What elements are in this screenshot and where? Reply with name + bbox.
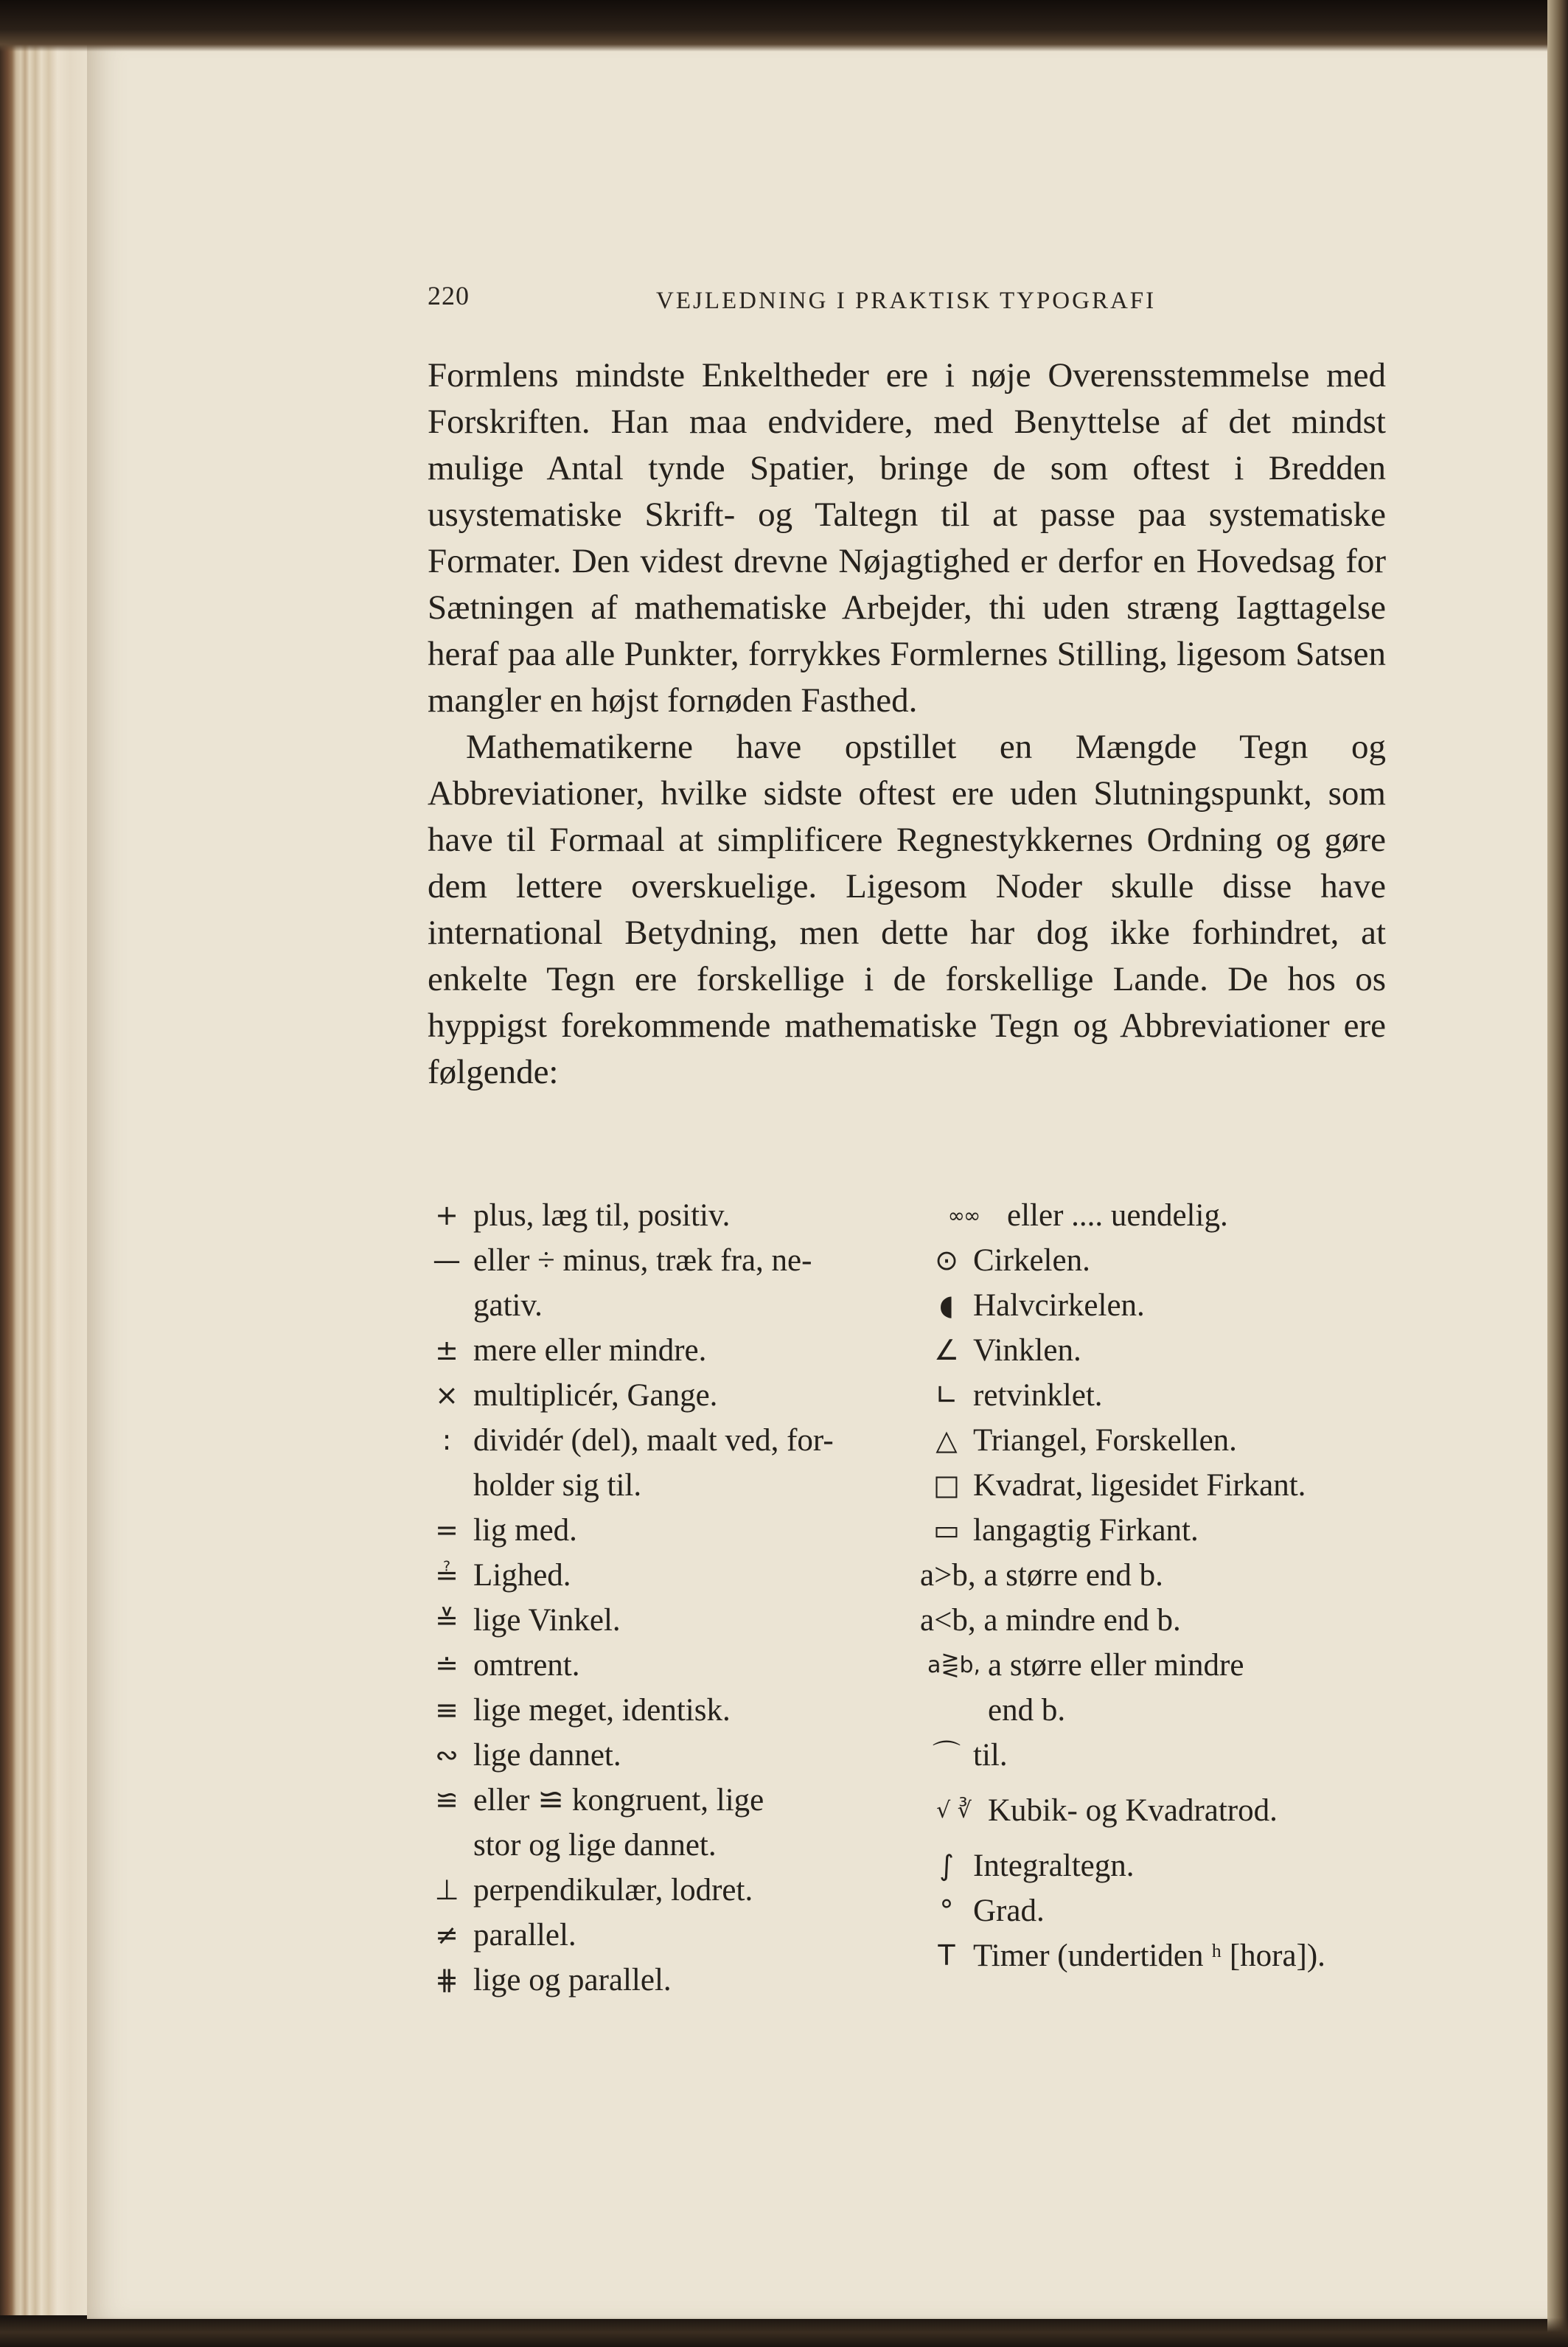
symbol-entry — [920, 1888, 1421, 1933]
symbol-description: lige dannet. — [473, 1738, 621, 1773]
right-angle-icon: ∟ — [935, 1379, 958, 1411]
congruent-sign-icon: ≌ — [435, 1784, 459, 1816]
symbol-description: Vinklen. — [973, 1333, 1081, 1368]
symbol-entry — [420, 1598, 892, 1643]
infinity-sign-icon: ∞∞ — [947, 1203, 980, 1228]
half-circle-icon: ◖ — [938, 1289, 955, 1321]
hours-sign-icon: T — [938, 1939, 955, 1972]
symbol-description: Cirkelen. — [973, 1243, 1090, 1278]
integral-sign-icon: ∫ — [939, 1849, 954, 1882]
symbol-description: lige Vinkel. — [473, 1603, 621, 1638]
greater-or-less-sign-icon: a⋛b, — [927, 1652, 981, 1678]
symbol-description: Triangel, Forskellen. — [973, 1423, 1237, 1458]
symbol-entry — [420, 1778, 892, 1868]
symbol-entry — [420, 1238, 892, 1328]
plus-minus-sign-icon: ± — [435, 1334, 459, 1366]
body-text — [428, 352, 1386, 1096]
symbol-entry — [920, 1283, 1421, 1328]
triangle-icon: △ — [935, 1424, 958, 1456]
symbol-description: retvinklet. — [973, 1378, 1103, 1413]
arc-to-icon: ⌒ — [932, 1739, 961, 1771]
symbol-entry — [420, 1193, 892, 1238]
symbol-entry — [920, 1193, 1421, 1238]
angle-icon: ∠ — [933, 1334, 960, 1366]
symbol-description: lig med. — [473, 1513, 577, 1548]
identical-sign-icon: ≡ — [435, 1694, 459, 1726]
symbol-description: Kubik- og Kvadratrod. — [988, 1793, 1278, 1828]
symbol-entry — [420, 1418, 892, 1508]
symbol-entry — [920, 1643, 1421, 1733]
equals-sign-icon: = — [435, 1514, 459, 1546]
bottom-shadow — [0, 2318, 1568, 2347]
symbol-entry — [920, 1733, 1421, 1778]
symbol-description: Timer (undertiden ʰ [hora]). — [973, 1939, 1325, 1973]
symbol-description: eller ≌ kongruent, lige — [473, 1783, 764, 1818]
symbol-entry — [420, 1868, 892, 1913]
right-edge — [1547, 0, 1568, 2347]
symbol-description-continued: end b. — [988, 1693, 1066, 1728]
circle-icon: ⊙ — [935, 1244, 958, 1276]
similar-sign-icon: ∾ — [435, 1739, 459, 1771]
symbol-description: lige meget, identisk. — [473, 1693, 731, 1728]
paragraph: Mathematikerne have opstillet en Mængde Tegn og Abbreviationer, hvilke sidste oftest ere uden Slutningspunkt, som have til Formaal at simplificere Regnestykkernes Ordning og gøre dem lettere overskuelige. Ligesom Noder skulle disse have international Betydning, men dette har dog ikke forhindret, at enkelte Tegn ere forskellige i de forskellige Lande. De hos os hyppigst forekommende mathematiske Tegn og Abbreviationer ere følgende: — [428, 728, 1386, 1091]
symbol-description: Lighed. — [473, 1558, 571, 1593]
symbol-description: lige og parallel. — [473, 1963, 672, 1997]
symbol-description: a>b, a større end b. — [920, 1558, 1163, 1593]
minus-sign-icon: — — [433, 1244, 461, 1276]
symbol-description: parallel. — [473, 1918, 576, 1953]
symbol-description: langagtig Firkant. — [973, 1513, 1199, 1548]
symbol-description: a<b, a mindre end b. — [920, 1603, 1181, 1638]
plus-sign-icon: + — [435, 1199, 459, 1231]
approx-sign-icon: ≐ — [435, 1649, 459, 1681]
symbol-list-left — [420, 1193, 892, 2003]
symbol-description: Integraltegn. — [973, 1849, 1135, 1883]
perpendicular-sign-icon: ⊥ — [434, 1874, 459, 1906]
running-title: VEJLEDNING I PRAKTISK TYPOGRAFI — [656, 288, 1157, 314]
symbol-entry — [420, 1373, 892, 1418]
symbol-entry — [920, 1933, 1421, 1978]
equality-sign-icon: ≟ — [435, 1559, 459, 1591]
symbol-description-continued: stor og lige dannet. — [473, 1828, 717, 1863]
symbol-entry — [420, 1688, 892, 1733]
symbol-description: Kvadrat, ligesidet Firkant. — [973, 1468, 1306, 1503]
symbol-description: omtrent. — [473, 1648, 580, 1683]
symbol-entry — [420, 1733, 892, 1778]
symbol-description: mere eller mindre. — [473, 1333, 707, 1368]
symbol-description: til. — [973, 1738, 1008, 1773]
symbol-description: a større eller mindre — [988, 1648, 1244, 1683]
symbol-entry — [920, 1328, 1421, 1373]
rectangle-icon: ▭ — [933, 1514, 960, 1546]
symbol-entry — [420, 1553, 892, 1598]
symbol-description: plus, læg til, positiv. — [473, 1198, 731, 1233]
symbol-entry — [420, 1958, 892, 2003]
spacer — [920, 1833, 1421, 1843]
symbol-entry — [920, 1843, 1421, 1888]
symbol-entry — [420, 1913, 892, 1958]
equal-angle-sign-icon: ≚ — [435, 1604, 459, 1636]
symbol-entry — [920, 1788, 1421, 1833]
symbol-description: Grad. — [973, 1894, 1045, 1928]
symbol-description: multiplicér, Gange. — [473, 1378, 718, 1413]
symbol-entry — [920, 1598, 1421, 1643]
symbol-description: Halvcirkelen. — [973, 1288, 1145, 1323]
symbol-entry — [420, 1328, 892, 1373]
symbol-list-right — [920, 1193, 1421, 1978]
book-page-edges — [0, 29, 96, 2315]
symbol-entry — [920, 1418, 1421, 1463]
symbol-entry — [920, 1553, 1421, 1598]
multiply-sign-icon: × — [435, 1379, 459, 1411]
symbol-entry — [920, 1463, 1421, 1508]
square-icon: □ — [933, 1469, 960, 1501]
symbol-description: dividér (del), maalt ved, for- — [473, 1423, 834, 1458]
spacer — [920, 1778, 1421, 1788]
root-sign-icon: √ ∛ — [936, 1798, 972, 1823]
symbol-description: perpendikulær, lodret. — [473, 1873, 753, 1908]
degree-sign-icon: ° — [939, 1894, 954, 1927]
page-number: 220 — [428, 281, 470, 310]
equal-parallel-sign-icon: ⋕ — [435, 1964, 459, 1996]
paragraph: Formlens mindste Enkeltheder ere i nøje Overensstemmelse med Forskriften. Han maa endvidere, med Benyttelse af det mindst mulige Antal tynde Spatier, bringe de som oftest i Bredden usystematiske Skrift- og Taltegn til at passe paa systematiske Formater. Den videst drevne Nøjagtighed er derfor en Hovedsag for Sætningen af mathematiske Arbejder, thi uden stræng Iagttagelse heraf paa alle Punkter, forrykkes Formlernes Stilling, ligesom Satsen mangler en højst fornøden Fasthed. — [428, 356, 1386, 720]
page-header — [428, 280, 1408, 324]
symbol-entry — [920, 1373, 1421, 1418]
symbol-description: eller .... uendelig. — [1007, 1198, 1228, 1233]
top-shadow — [0, 0, 1568, 52]
symbol-description-continued: holder sig til. — [473, 1468, 642, 1503]
parallel-sign-icon: ≠ — [435, 1919, 459, 1951]
symbol-description: eller ÷ minus, træk fra, ne- — [473, 1243, 812, 1278]
symbol-entry — [920, 1508, 1421, 1553]
symbol-entry — [420, 1643, 892, 1688]
symbol-entry — [920, 1238, 1421, 1283]
symbol-entry — [420, 1508, 892, 1553]
divide-colon-icon: : — [442, 1424, 452, 1456]
symbol-description-continued: gativ. — [473, 1288, 543, 1323]
